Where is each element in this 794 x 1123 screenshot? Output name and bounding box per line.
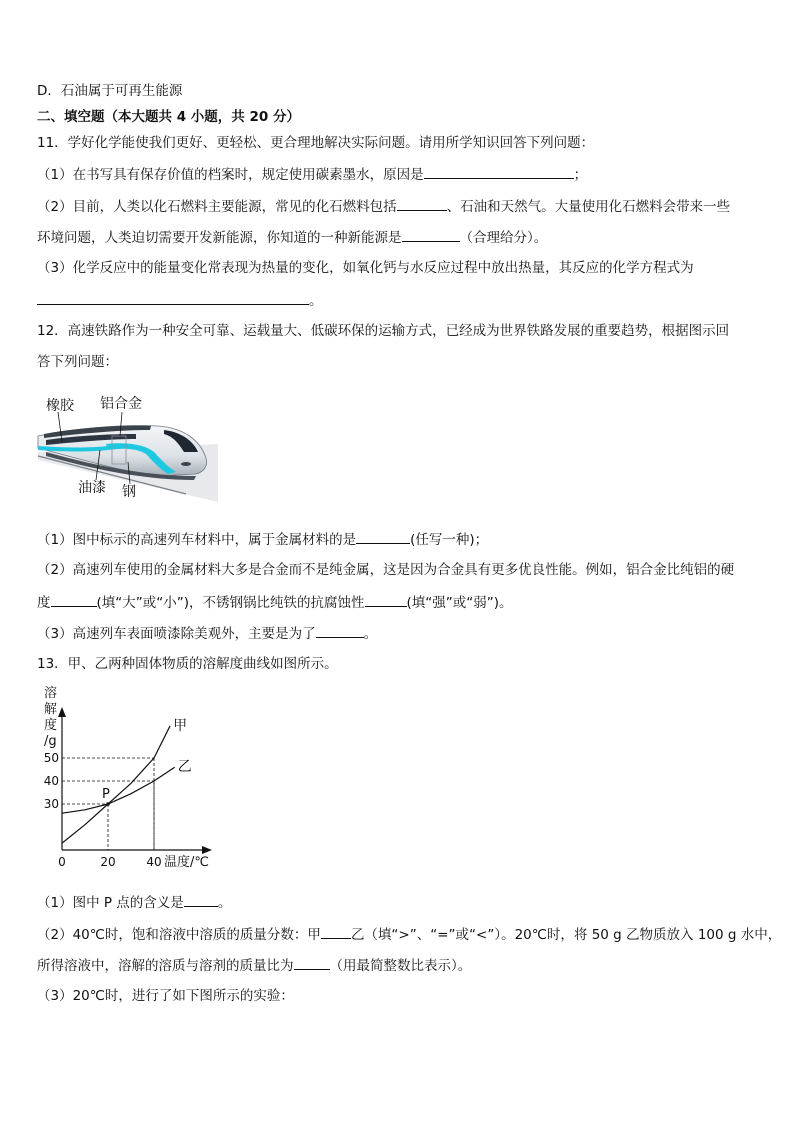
answer-blank[interactable]: [365, 593, 407, 607]
answer-blank[interactable]: [316, 624, 364, 638]
question-11-part-2: [37, 197, 730, 216]
question-12-part-2: （2）高速列车使用的金属材料大多是合金而不是纯金属，这是因为合金具有更多优良性能。例如，铝合金比纯铝的硬: [37, 562, 735, 578]
x-tick-label: 0: [58, 855, 66, 869]
x-tick-label: 20: [100, 855, 116, 869]
label-aluminum-alloy: 铝合金: [100, 396, 142, 412]
q12-2-text-b: 度: [37, 595, 51, 611]
q12-3-text: （3）高速列车表面喷漆除美观外，主要是为了: [37, 626, 316, 642]
chart-labels: [44, 685, 209, 870]
answer-blank[interactable]: [402, 228, 460, 242]
x-tick-label: 40: [146, 855, 162, 869]
y-axis-label-char: 解: [44, 702, 58, 717]
answer-blank[interactable]: [294, 956, 330, 970]
series-line-1: [62, 767, 175, 813]
question-13-part-3: （3）20℃时，进行了如下图所示的实验：: [37, 988, 294, 1004]
chart-series: [62, 726, 175, 843]
answer-blank[interactable]: [397, 197, 447, 211]
question-12-cont: 答下列问题：: [37, 354, 118, 370]
question-11: 11．学好化学能使我们更好、更轻松、更合理地解决实际问题。请用所学知识回答下列问题：: [37, 135, 595, 151]
q13-2-text-b: 乙（填“>”、“=”或“<”）。20℃时，将 50 g 乙物质放入 100 g 水中，: [350, 927, 782, 943]
q11-1-end: ；: [573, 167, 588, 183]
option-d: D．石油属于可再生能源: [37, 83, 183, 99]
q11-1-text: （1）在书写具有保存价值的档案时，规定使用碳素墨水，原因是: [37, 167, 424, 183]
point-p-label: P: [102, 787, 110, 802]
q11-3-end: 。: [309, 293, 323, 309]
solubility-curve-chart: [36, 685, 216, 880]
q11-2-text: （2）目前，人类以化石燃料主要能源，常见的化石燃料包括: [37, 199, 397, 215]
question-13: 13．甲、乙两种固体物质的溶解度曲线如图所示。: [37, 656, 338, 672]
x-axis-arrow: [202, 846, 212, 854]
question-12-part-2-cont: [37, 593, 513, 612]
question-11-part-3: （3）化学反应中的能量变化常表现为热量的变化，如氧化钙与水反应过程中放出热量，其反应的化学方程式为: [37, 260, 694, 276]
question-11-part-1: [37, 165, 587, 184]
y-tick-label: 50: [43, 751, 59, 765]
question-12: 12．高速铁路作为一种安全可靠、运载量大、低碳环保的运输方式，已经成为世界铁路发展的重要趋势，根据图示回: [37, 323, 730, 339]
label-steel: 钢: [122, 484, 136, 500]
q13-2-text-d: （用最简整数比表示）。: [329, 958, 472, 974]
y-axis-label-char: 度: [44, 718, 58, 733]
q11-2-text-d: （合理给分）。: [459, 230, 548, 246]
question-13-part-2-cont: [37, 956, 471, 975]
q11-2-text-c: 环境问题，人类迫切需要开发新能源，你知道的一种新能源是: [37, 230, 402, 246]
question-12-part-3: [37, 624, 377, 643]
answer-blank[interactable]: [37, 291, 309, 305]
answer-blank[interactable]: [321, 925, 351, 939]
high-speed-train-figure: [36, 390, 218, 502]
answer-blank[interactable]: [184, 893, 218, 907]
question-11-part-3-answer: [37, 291, 323, 310]
y-axis-label-char: /g: [44, 734, 57, 749]
q13-2-text-c: 所得溶液中，溶解的溶质与溶剂的质量比为: [37, 958, 294, 974]
answer-blank[interactable]: [424, 165, 574, 179]
x-axis-label: 温度/℃: [164, 855, 209, 870]
question-13-part-1: [37, 893, 231, 912]
question-12-part-1: [37, 530, 488, 549]
y-tick-label: 30: [43, 797, 59, 811]
question-11-part-2-cont: [37, 228, 547, 247]
series-label-1: 乙: [177, 759, 192, 776]
label-paint: 油漆: [78, 480, 106, 496]
q13-1-end: 。: [217, 895, 232, 911]
question-13-part-2: [37, 925, 781, 944]
q12-1-end: (任写一种)；: [410, 532, 489, 548]
answer-blank[interactable]: [356, 530, 410, 544]
q13-1-text: （1）图中 P 点的含义是: [37, 895, 184, 911]
point-p-marker: [106, 802, 110, 806]
y-axis-arrow: [58, 707, 66, 717]
q13-2-text: （2）40℃时，饱和溶液中溶质的质量分数：甲: [37, 927, 321, 943]
series-label-0: 甲: [173, 717, 188, 734]
q11-2-text-b: 、石油和天然气。大量使用化石燃料会带来一些: [446, 199, 731, 215]
chart-axes: [58, 707, 212, 854]
section-heading: 二、填空题（本大题共 4 小题，共 20 分）: [37, 109, 300, 125]
q12-3-end: 。: [363, 626, 378, 642]
y-tick-label: 40: [43, 774, 59, 788]
answer-blank[interactable]: [51, 593, 97, 607]
y-axis-label-char: 溶: [44, 686, 58, 701]
q12-2-text-c: (填“大”或“小”)，不锈钢锅比纯铁的抗腐蚀性: [96, 595, 365, 611]
train-headlight: [181, 462, 191, 466]
q12-1-text: （1）图中标示的高速列车材料中，属于金属材料的是: [37, 532, 357, 548]
label-rubber: 橡胶: [46, 398, 74, 414]
q12-2-text-d: (填“强”或“弱”)。: [406, 595, 513, 611]
